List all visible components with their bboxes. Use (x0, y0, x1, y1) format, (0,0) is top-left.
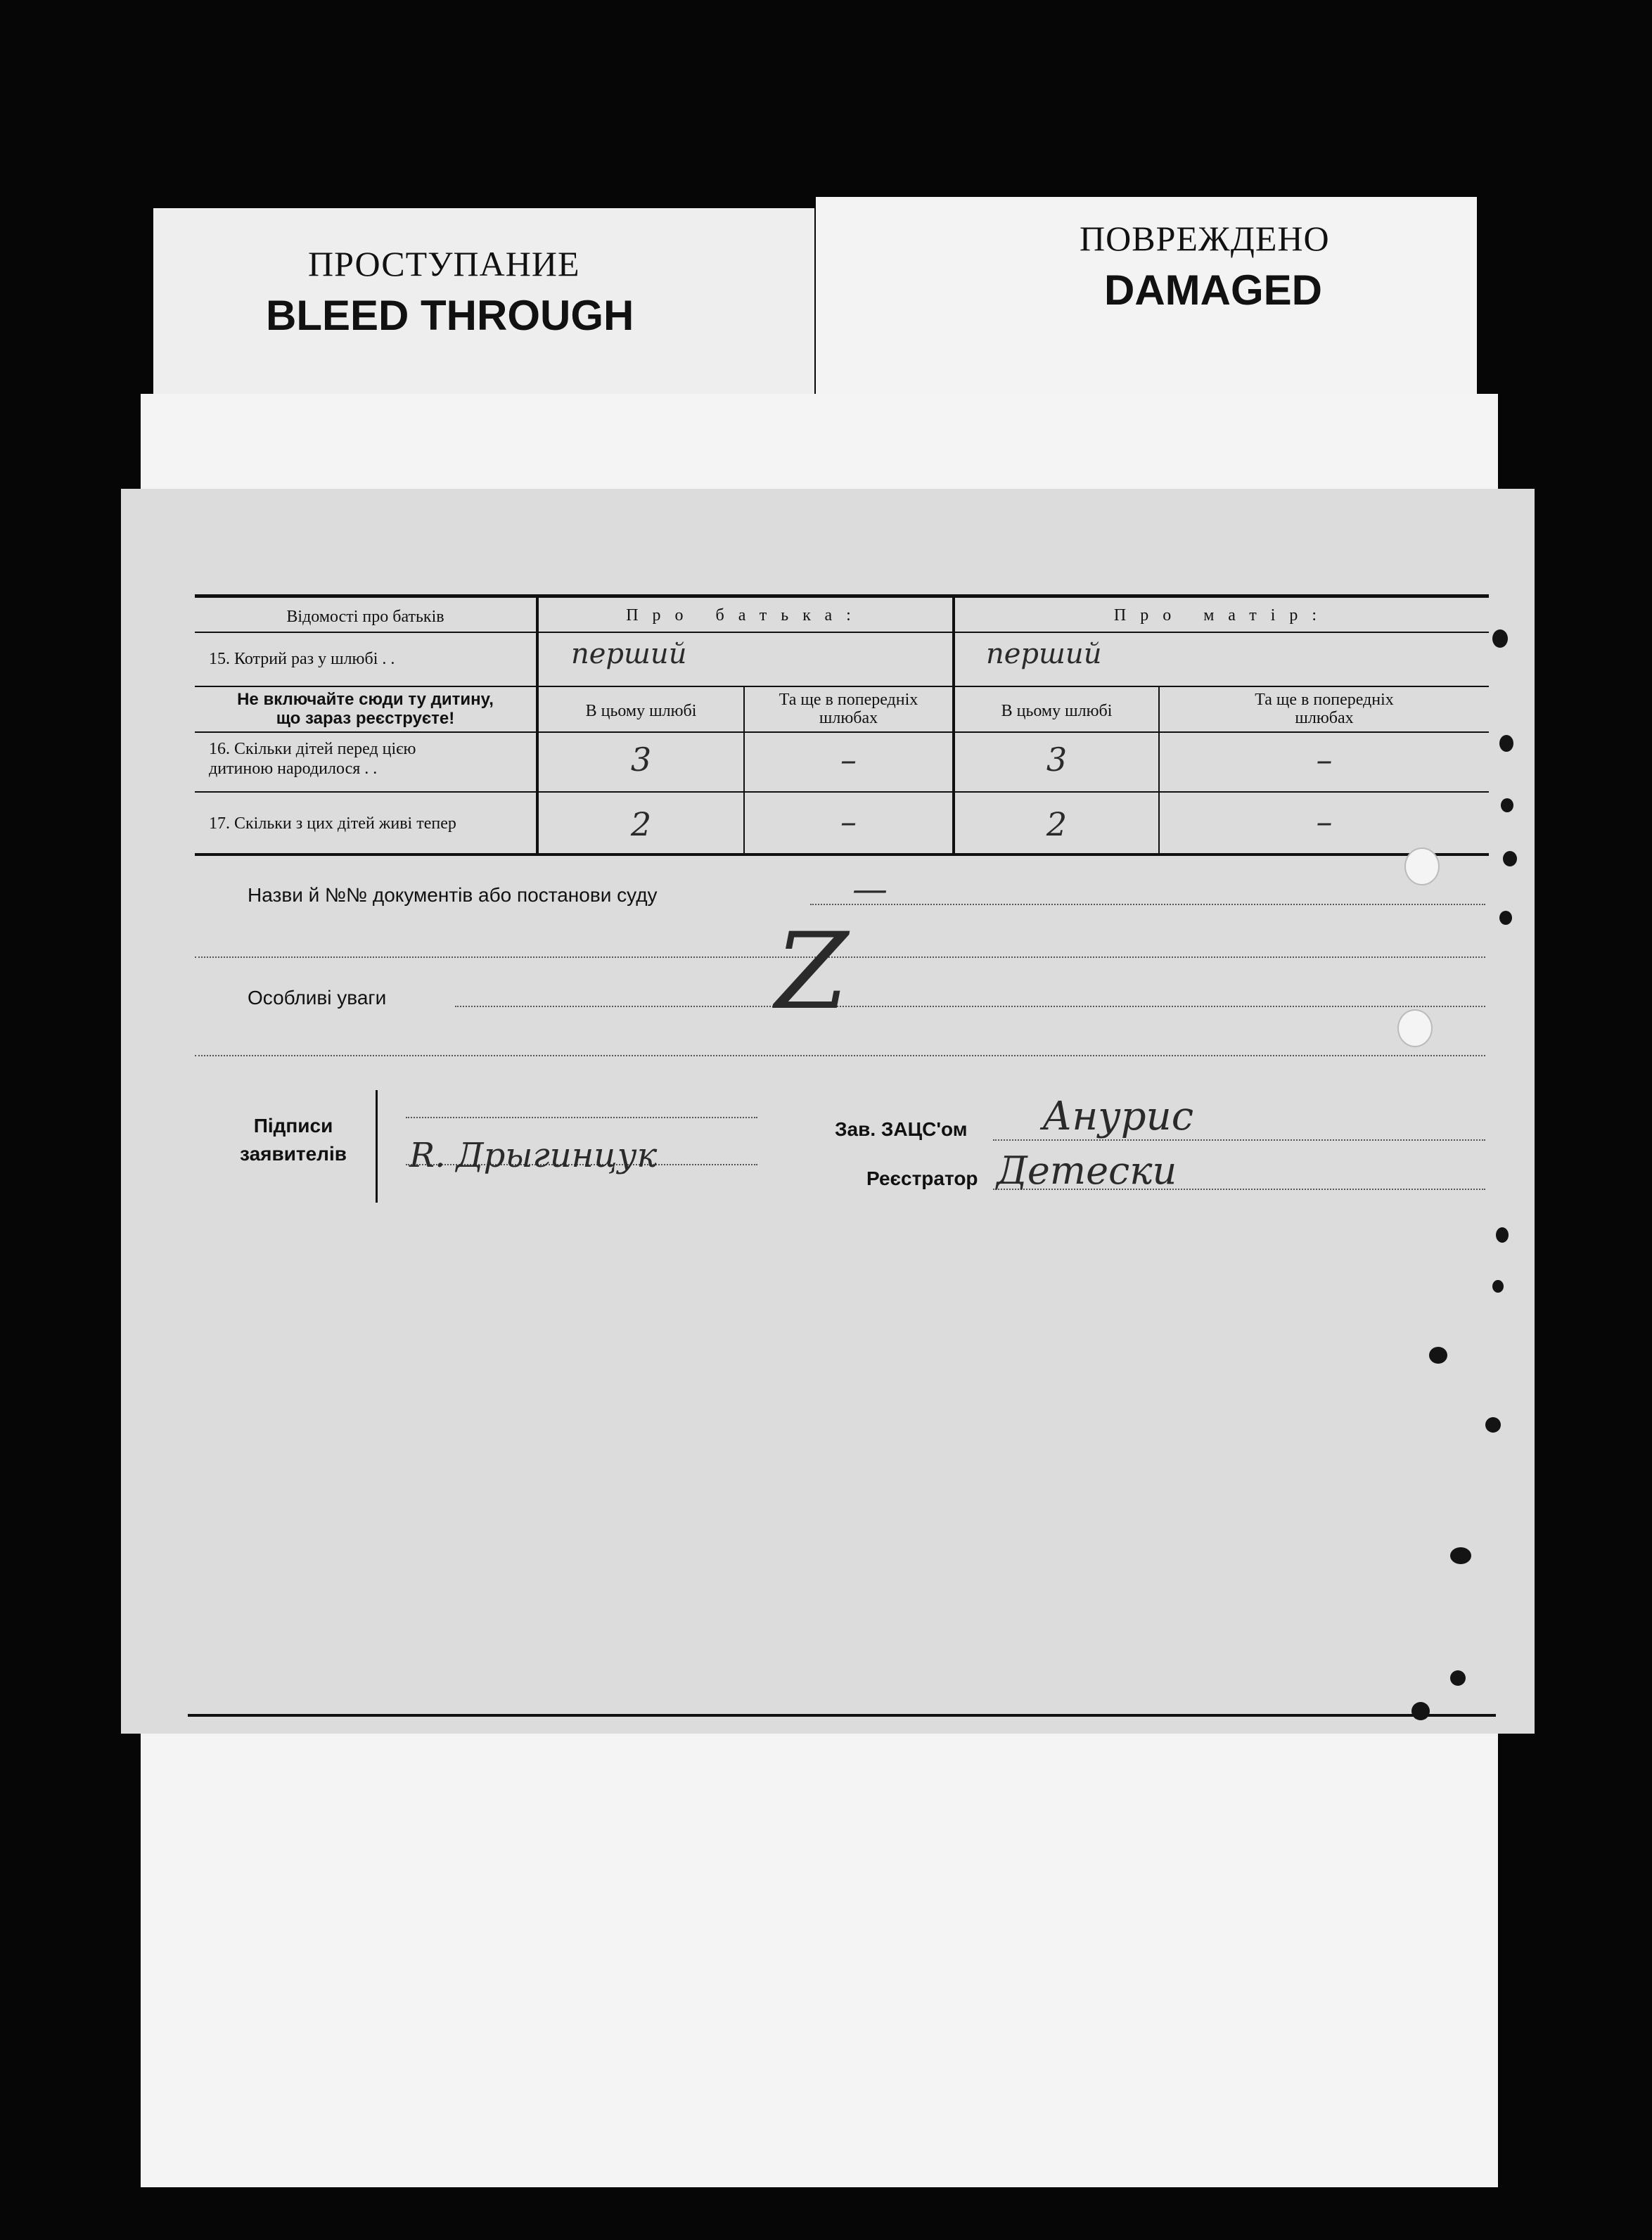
row16-mother-this-marriage: 3 (1046, 741, 1068, 779)
applicants-signatures-label-line2: заявителів (240, 1143, 347, 1165)
row17-mother-this-marriage: 2 (1046, 805, 1068, 843)
father-header: Про батька: (626, 606, 865, 625)
row16-father-this-marriage: 3 (630, 741, 652, 779)
remarks-line-2 (195, 1055, 1485, 1056)
row16-label-line1: 16. Скільки дітей перед цією (209, 740, 416, 758)
applicants-signatures-label-line1: Підписи (253, 1115, 333, 1137)
row17-father-this-marriage: 2 (630, 805, 652, 843)
damage-spot (1411, 1702, 1430, 1720)
damage-spot (1485, 1417, 1501, 1433)
father-this-marriage-header: В цьому шлюбі (585, 702, 697, 720)
row16-mother-prev-marriages: – (1316, 741, 1333, 779)
head-of-registry-label: Зав. ЗАЦС'ом (835, 1118, 968, 1140)
table-rule (195, 632, 1489, 633)
row16-label-line2: дитиною народилося . . (209, 760, 378, 778)
table-top-rule (195, 594, 1489, 598)
bleed-through-label-en: BLEED THROUGH (266, 292, 634, 339)
table-rule (195, 731, 1489, 733)
parents-info-header: Відомості про батьків (286, 608, 444, 626)
remarks-line (455, 1006, 1485, 1007)
applicant-signature-line-1 (406, 1117, 757, 1118)
row15-father-value: перший (571, 638, 687, 670)
damage-spot (1450, 1547, 1471, 1564)
documents-line (810, 904, 1485, 905)
damage-spot (1492, 1280, 1504, 1293)
table-rule (195, 791, 1489, 793)
signatures-bracket (376, 1090, 378, 1203)
registrar-label: Реєстратор (866, 1167, 978, 1189)
registration-form-page (121, 489, 1535, 1734)
documents-label: Назви й №№ документів або постанови суду (248, 884, 658, 906)
damage-spot (1499, 735, 1513, 752)
mother-this-marriage-header: В цьому шлюбі (1001, 702, 1113, 720)
applicant-signature: R. Дрыгинцук (409, 1136, 658, 1175)
row16-father-prev-marriages: – (840, 741, 857, 779)
damage-spot (1496, 1227, 1509, 1243)
head-of-registry-signature: Анурис (1042, 1094, 1194, 1139)
table-rule (195, 686, 1489, 687)
documents-value: — (852, 869, 888, 909)
remarks-value: Z (775, 911, 849, 1033)
damage-spot (1492, 629, 1508, 648)
father-prev-marriages-header-line2: шлюбах (819, 709, 878, 727)
exclude-child-note-line2: що зараз реєструєте! (276, 709, 455, 728)
table-bottom-rule (195, 853, 1489, 856)
damage-spot (1499, 911, 1512, 925)
row17-mother-prev-marriages: – (1316, 802, 1333, 840)
row17-label: 17. Скільки з цих дітей живі тепер (209, 814, 456, 833)
mother-prev-marriages-header-line2: шлюбах (1295, 709, 1354, 727)
damaged-label-en: DAMAGED (1104, 267, 1322, 314)
remarks-label: Особливі уваги (248, 987, 387, 1009)
mother-header: Про матір: (1113, 606, 1331, 625)
row15-mother-value: перший (986, 638, 1102, 670)
bleed-through-label-ru: ПРОСТУПАНИЕ (308, 244, 580, 283)
head-signature-line (993, 1139, 1485, 1141)
damaged-label-card (816, 197, 1477, 422)
registrar-signature: Детески (997, 1148, 1177, 1193)
exclude-child-note-line1: Не включайте сюди ту дитину, (237, 690, 494, 709)
page-bottom-rule (188, 1714, 1496, 1717)
damage-spot (1503, 851, 1517, 866)
row15-label: 15. Котрий раз у шлюбі . . (209, 650, 395, 668)
damage-spot (1450, 1670, 1466, 1686)
damage-spot (1429, 1347, 1447, 1364)
damaged-label-ru: ПОВРЕЖДЕНО (1080, 219, 1330, 258)
punch-hole (1404, 847, 1440, 885)
punch-hole (1397, 1009, 1433, 1047)
damage-spot (1501, 798, 1513, 812)
row17-father-prev-marriages: – (840, 802, 857, 840)
mother-prev-marriages-header-line1: Та ще в попередніх (1255, 691, 1394, 709)
father-prev-marriages-header-line1: Та ще в попередніх (779, 691, 918, 709)
